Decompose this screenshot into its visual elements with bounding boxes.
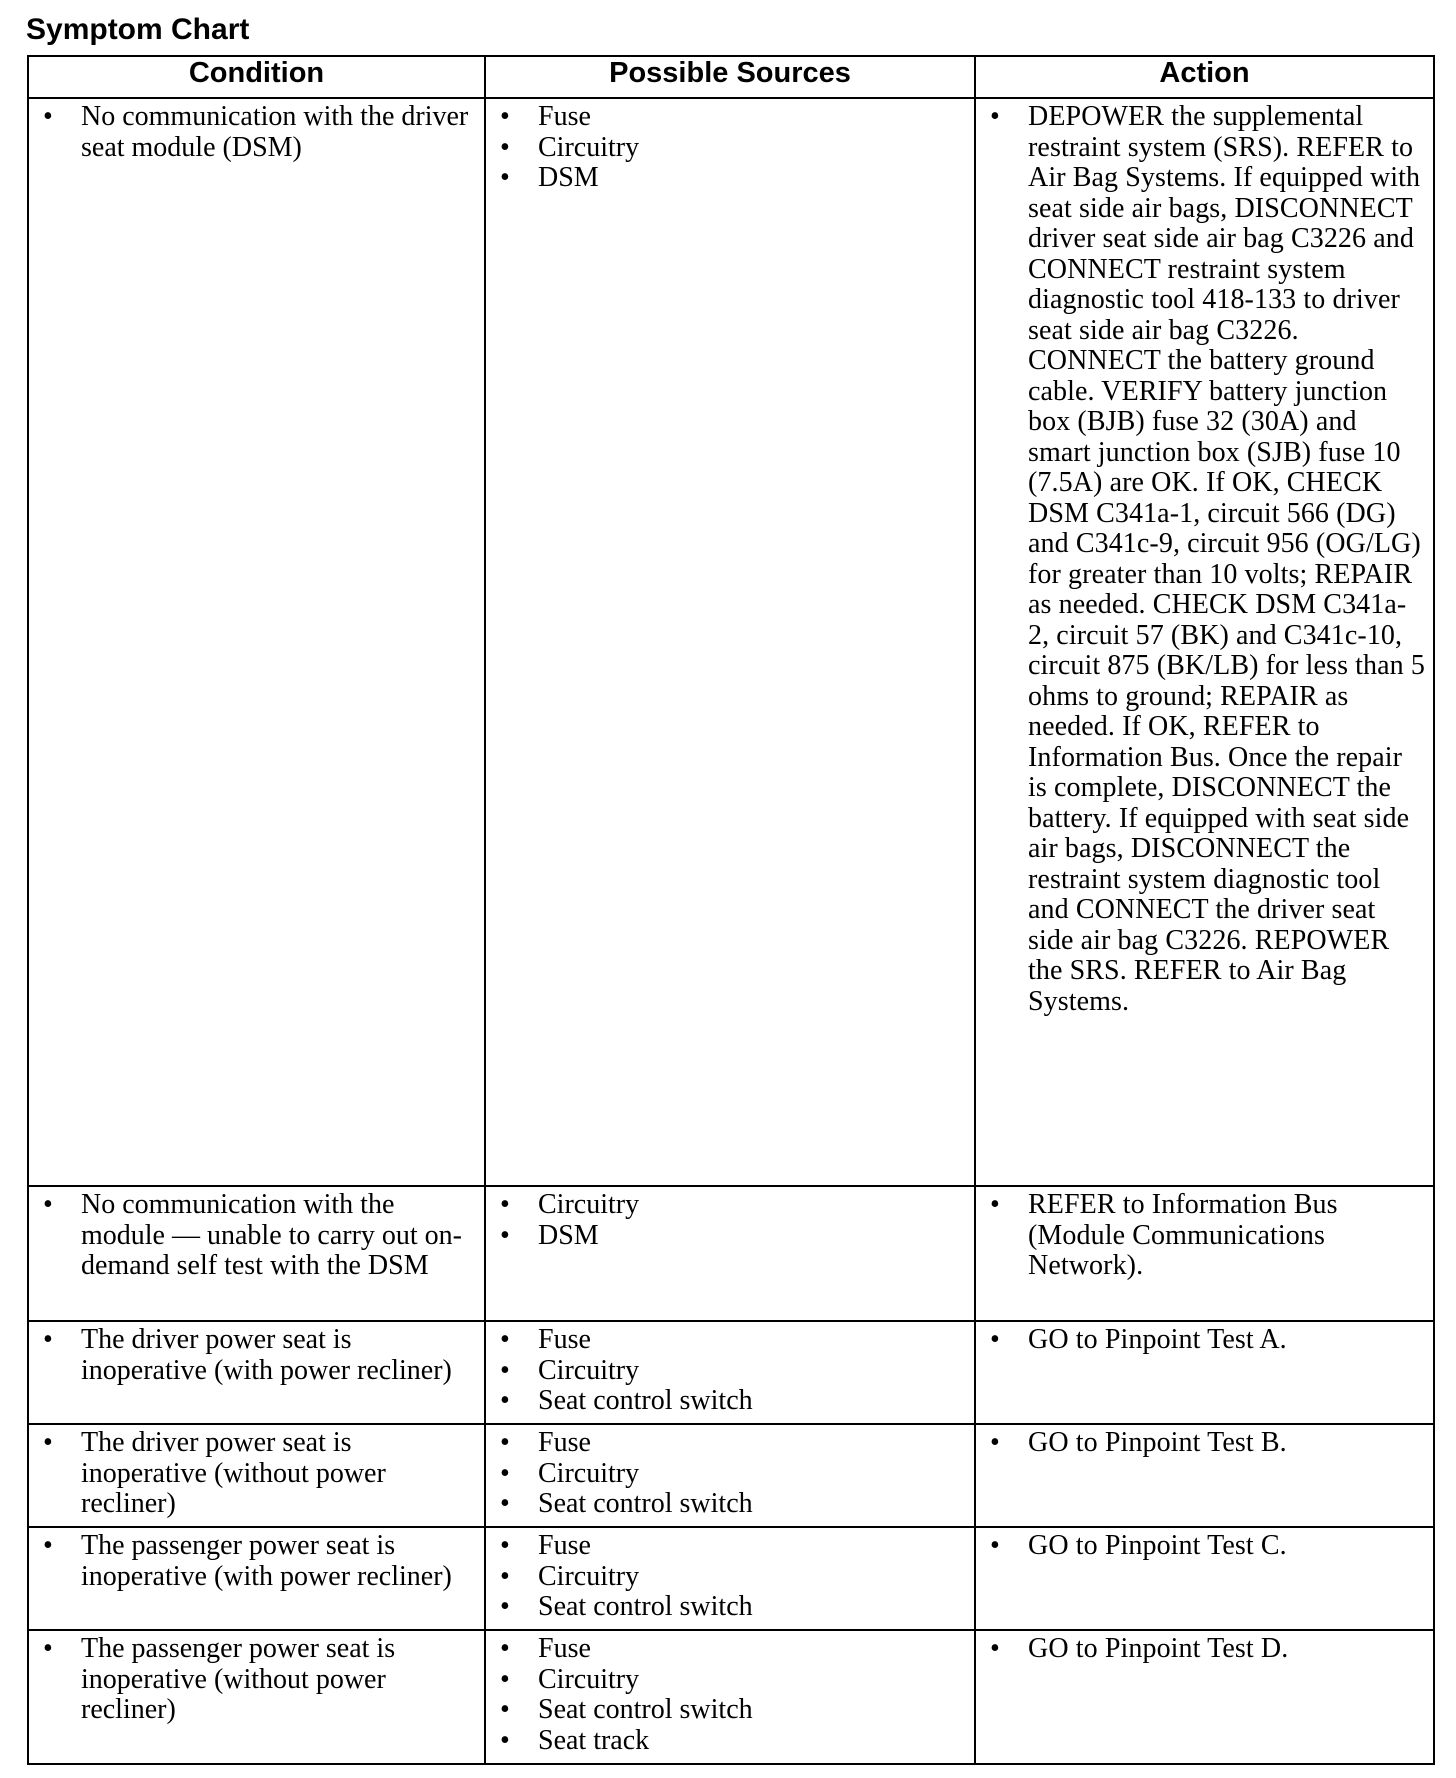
condition-cell: [28, 1186, 485, 1321]
header-possible-sources: Possible Sources: [485, 56, 975, 98]
action-text: • GO to Pinpoint Test A.: [984, 1325, 1425, 1356]
condition-text: • The passenger power seat is inoperative (with power recliner): [37, 1531, 476, 1592]
condition-cell: [28, 98, 485, 1186]
sources-cell: [485, 1424, 975, 1527]
source-item: • Fuse: [494, 1325, 966, 1356]
condition-text: • No communication with the module — unable to carry out on-demand self test with the DSM: [37, 1190, 476, 1282]
action-cell: [975, 1630, 1434, 1764]
table-row: [28, 1424, 1434, 1527]
table-row: [28, 1527, 1434, 1630]
condition-cell: [28, 1321, 485, 1424]
source-item: • Circuitry: [494, 1356, 966, 1387]
source-item: • Seat control switch: [494, 1592, 966, 1623]
table-row: [28, 98, 1434, 1186]
source-item: • DSM: [494, 1221, 966, 1252]
source-item: • Circuitry: [494, 1459, 966, 1490]
source-item: • Circuitry: [494, 1190, 966, 1221]
action-text: • DEPOWER the supplemental restraint system (SRS). REFER to Air Bag Systems. If equipped with seat side air bags, DISCONNECT driver seat side air bag C3226 and CONNECT restraint system diagnostic tool 418-133 to driver seat side air bag C3226. CONNECT the battery ground cable. VERIFY battery junction box (BJB) fuse 32 (30A) and smart junction box (SJB) fuse 10 (7.5A) are OK. If OK, CHECK DSM C341a-1, circuit 566 (DG) and C341c-9, circuit 956 (OG/LG) for greater than 10 volts; REPAIR as needed. CHECK DSM C341a-2, circuit 57 (BK) and C341c-10, circuit 875 (BK/LB) for less than 5 ohms to ground; REPAIR as needed. If OK, REFER to Information Bus. Once the repair is complete, DISCONNECT the battery. If equipped with seat side air bags, DISCONNECT the restraint system diagnostic tool and CONNECT the driver seat side air bag C3226. REPOWER the SRS. REFER to Air Bag Systems.: [984, 102, 1425, 1017]
source-item: • Fuse: [494, 102, 966, 133]
symptom-table: [27, 55, 1435, 1765]
condition-cell: [28, 1424, 485, 1527]
condition-text: • The driver power seat is inoperative (without power recliner): [37, 1428, 476, 1520]
table-row: [28, 1186, 1434, 1321]
source-item: • Fuse: [494, 1428, 966, 1459]
source-item: • DSM: [494, 163, 966, 194]
action-text: • GO to Pinpoint Test C.: [984, 1531, 1425, 1562]
action-cell: [975, 98, 1434, 1186]
page-title: Symptom Chart: [26, 13, 250, 46]
condition-cell: [28, 1527, 485, 1630]
table-row: [28, 1630, 1434, 1764]
action-cell: [975, 1527, 1434, 1630]
sources-cell: [485, 1527, 975, 1630]
source-item: • Seat control switch: [494, 1489, 966, 1520]
source-item: • Circuitry: [494, 1665, 966, 1696]
source-item: • Fuse: [494, 1531, 966, 1562]
source-item: • Seat control switch: [494, 1695, 966, 1726]
condition-text: • The driver power seat is inoperative (with power recliner): [37, 1325, 476, 1386]
action-text: • GO to Pinpoint Test D.: [984, 1634, 1425, 1665]
action-cell: [975, 1186, 1434, 1321]
sources-cell: [485, 1321, 975, 1424]
condition-text: • The passenger power seat is inoperative (without power recliner): [37, 1634, 476, 1726]
header-action: Action: [975, 56, 1434, 98]
sources-cell: [485, 98, 975, 1186]
condition-cell: [28, 1630, 485, 1764]
action-cell: [975, 1321, 1434, 1424]
source-item: • Seat control switch: [494, 1386, 966, 1417]
source-item: • Circuitry: [494, 133, 966, 164]
action-text: • REFER to Information Bus (Module Communications Network).: [984, 1190, 1425, 1282]
action-text: • GO to Pinpoint Test B.: [984, 1428, 1425, 1459]
table-row: [28, 1321, 1434, 1424]
condition-text: • No communication with the driver seat module (DSM): [37, 102, 476, 163]
source-item: • Circuitry: [494, 1562, 966, 1593]
header-condition: Condition: [28, 56, 485, 98]
header-row: [28, 56, 1434, 98]
source-item: • Fuse: [494, 1634, 966, 1665]
sources-cell: [485, 1186, 975, 1321]
source-item: • Seat track: [494, 1726, 966, 1757]
action-cell: [975, 1424, 1434, 1527]
sources-cell: [485, 1630, 975, 1764]
